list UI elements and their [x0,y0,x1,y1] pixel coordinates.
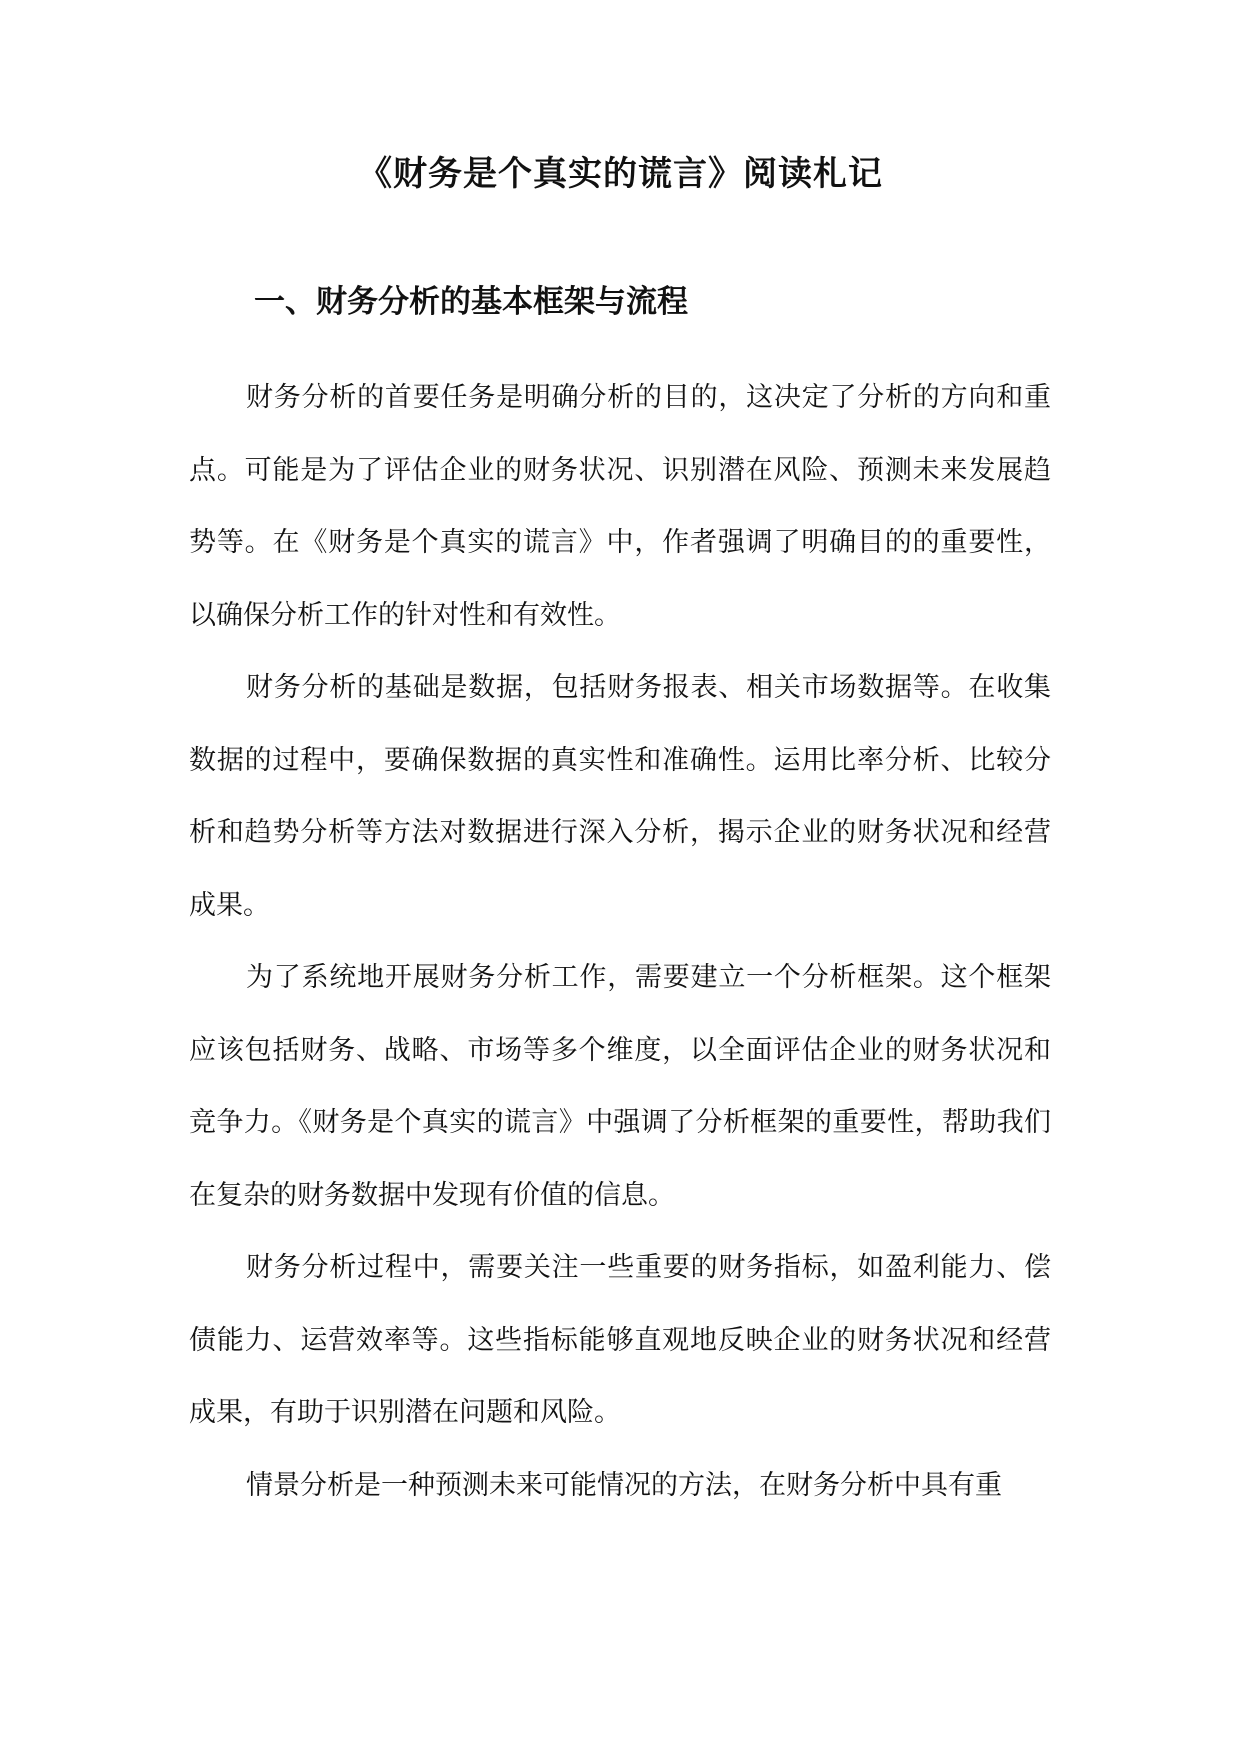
paragraph: 财务分析的基础是数据，包括财务报表、相关市场数据等。在收集数据的过程中，要确保数据的真实性和准确性。运用比率分析、比较分析和趋势分析等方法对数据进行深入分析，揭示企业的财务状况和经营成果。 [189,672,1051,921]
paragraph: 情景分析是一种预测未来可能情况的方法，在财务分析中具有重 [246,1469,1002,1501]
paragraph: 财务分析的首要任务是明确分析的目的，这决定了分析的方向和重点。可能是为了评估企业的财务状况、识别潜在风险、预测未来发展趋势等。在《财务是个真实的谎言》中，作者强调了明确目的的重要性，以确保分析工作的针对性和有效性。 [189,382,1051,631]
paragraph: 为了系统地开展财务分析工作，需要建立一个分析框架。这个框架应该包括财务、战略、市场等多个维度，以全面评估企业的财务状况和竞争力。《财务是个真实的谎言》中强调了分析框架的重要性，帮助我们在复杂的财务数据中发现有价值的信息。 [189,962,1051,1211]
section-body [189,362,1051,1522]
document-title: 《财务是个真实的谎言》阅读札记 [358,154,883,194]
paragraph: 财务分析过程中，需要关注一些重要的财务指标，如盈利能力、偿债能力、运营效率等。这些指标能够直观地反映企业的财务状况和经营成果，有助于识别潜在问题和风险。 [189,1252,1051,1428]
section-heading: 一、财务分析的基本框架与流程 [254,284,688,320]
